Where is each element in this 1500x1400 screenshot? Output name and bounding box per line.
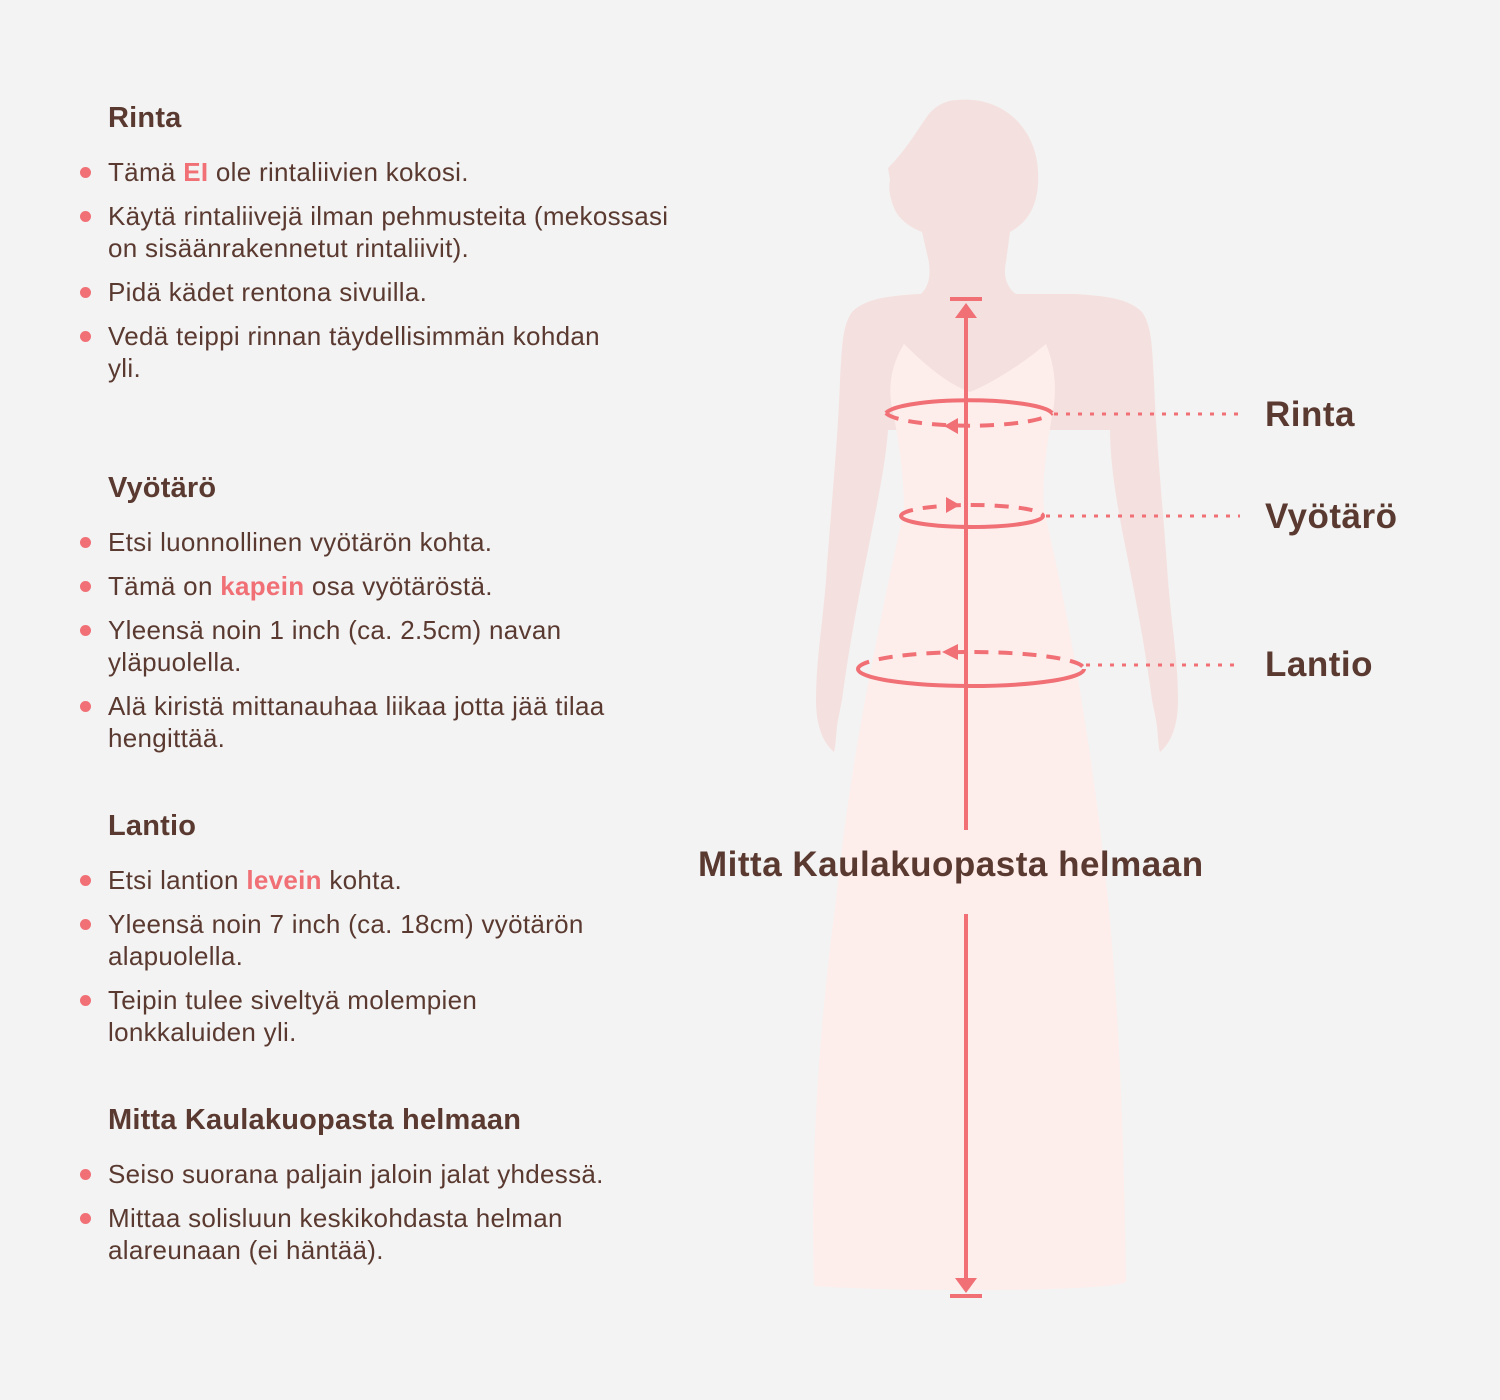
list-item: Tämä EI ole rintaliivien kokosi. (80, 156, 690, 188)
bullet-dot-icon (80, 167, 91, 178)
measurement-figure (690, 0, 1500, 1400)
waist-list (80, 526, 690, 754)
label-waist: Vyötärö (1265, 497, 1398, 536)
bullet-dot-icon (80, 211, 91, 222)
section-title-hips: Lantio (108, 810, 197, 842)
list-item: Yleensä noin 1 inch (ca. 2.5cm) navan yläpuolella. (80, 614, 668, 678)
list-item: Yleensä noin 7 inch (ca. 18cm) vyötärön alapuolella. (80, 908, 708, 972)
list-item: Etsi luonnollinen vyötärön kohta. (80, 526, 690, 558)
bullet-dot-icon (80, 287, 91, 298)
figure-canvas (690, 0, 1500, 1400)
highlight-text: EI (183, 157, 209, 187)
highlight-text: kapein (220, 571, 305, 601)
section-hips (80, 808, 690, 1060)
list-item: Etsi lantion levein kohta. (80, 864, 690, 896)
list-item: Tämä on kapein osa vyötäröstä. (80, 570, 690, 602)
list-item: Alä kiristä mittanauhaa liikaa jotta jää tilaa hengittää. (80, 690, 668, 754)
bullet-dot-icon (80, 995, 91, 1006)
section-waist (80, 470, 690, 766)
bullet-dot-icon (80, 581, 91, 592)
section-bust (80, 100, 690, 396)
bust-list (80, 156, 690, 384)
bullet-dot-icon (80, 625, 91, 636)
section-title-hollow-to-hem: Mitta Kaulakuopasta helmaan (108, 1104, 522, 1136)
list-item: Seiso suorana paljain jaloin jalat yhdessä. (80, 1158, 690, 1190)
list-item: Pidä kädet rentona sivuilla. (80, 276, 690, 308)
highlight-text: levein (246, 865, 322, 895)
section-title-waist: Vyötärö (108, 472, 217, 504)
hips-list (80, 864, 690, 1048)
bullet-dot-icon (80, 919, 91, 930)
label-bust: Rinta (1265, 395, 1355, 434)
bullet-dot-icon (80, 331, 91, 342)
section-title-bust: Rinta (108, 102, 182, 134)
list-item: Käytä rintaliivejä ilman pehmusteita (mekossasi on sisäänrakennetut rintaliivit). (80, 200, 690, 264)
bullet-dot-icon (80, 1213, 91, 1224)
instructions-panel (0, 0, 700, 1400)
list-item: Mittaa solisluun keskikohdasta helman alareunaan (ei häntää). (80, 1202, 668, 1266)
hollow-list (80, 1158, 690, 1266)
list-item: Teipin tulee siveltyä molempien lonkkaluiden yli. (80, 984, 628, 1048)
bullet-dot-icon (80, 537, 91, 548)
bullet-dot-icon (80, 1169, 91, 1180)
bullet-dot-icon (80, 701, 91, 712)
label-hollow-to-hem: Mitta Kaulakuopasta helmaan (698, 845, 1204, 884)
section-hollow-to-hem (80, 1102, 690, 1278)
bullet-dot-icon (80, 875, 91, 886)
list-item: Vedä teippi rinnan täydellisimmän kohdan yli. (80, 320, 628, 384)
label-hips: Lantio (1265, 645, 1373, 684)
